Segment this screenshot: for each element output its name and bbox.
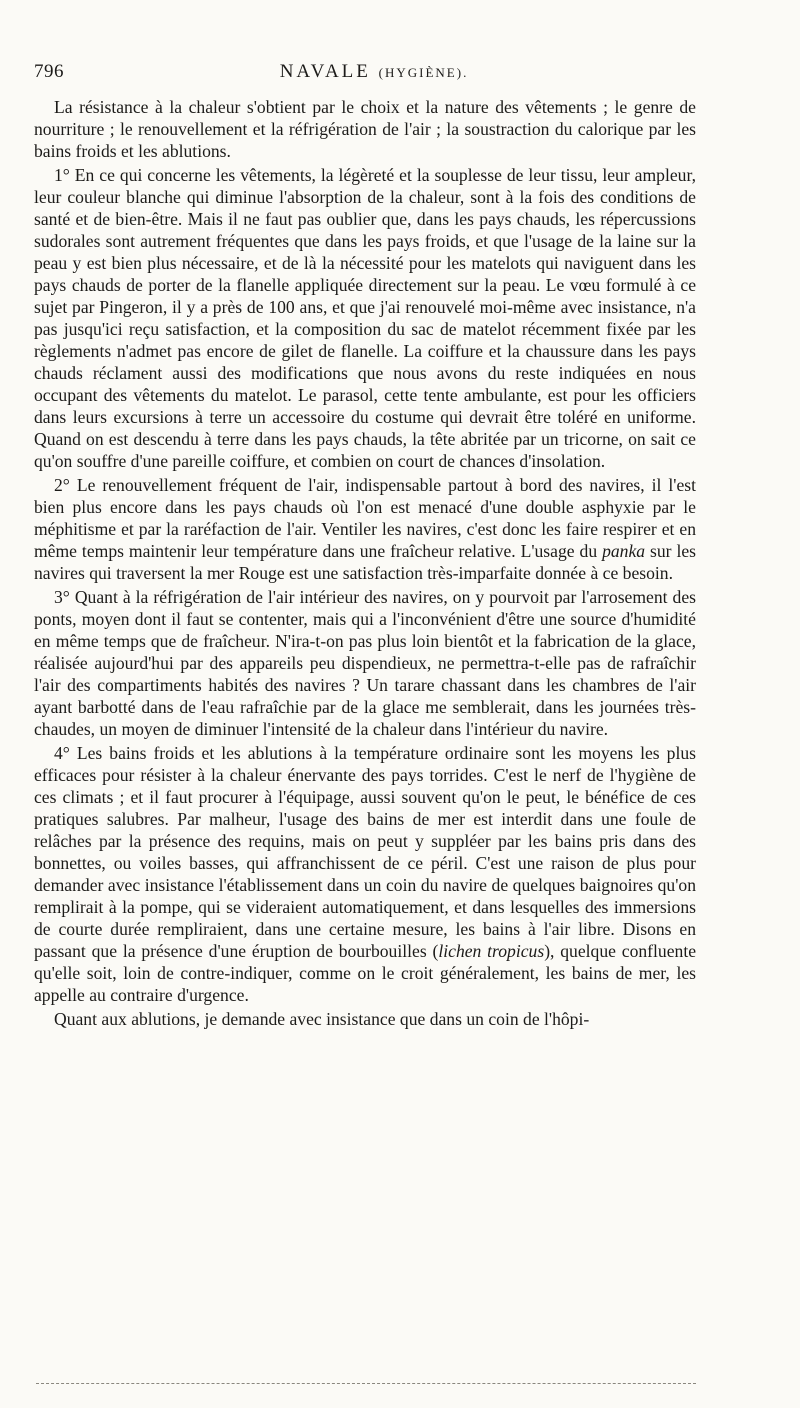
paragraph-ablutions: Quant aux ablutions, je demande avec insistance que dans un coin de l'hôpi- — [54, 1009, 590, 1029]
page-header — [34, 61, 714, 91]
paragraph-vetements: 1° En ce qui concerne les vêtements, la légèreté et la souplesse de leur tissu, leur ampleur, leur couleur blanche qui diminue l'absorption de la chaleur, sont à la fois des conditions de santé et de bien-être. Mais il ne faut pas oublier que, dans les pays chauds, les répercussions sudorales sont autrement fréquentes que dans les pays froids, et que l'usage de la laine sur la peau y est bien plus nécessaire, et de là la nécessité pour les matelots qui naviguent dans les pays chauds de porter de la flanelle appliquée directement sur la peau. Le vœu formulé à ce sujet par Pingeron, il y a près de 100 ans, et que j'ai renouvelé moi-même avec insistance, n'a pas jusqu'ici reçu satisfaction, et la composition du sac de matelot récemment fixée par les règlements n'admet pas encore de gilet de flanelle. La coiffure et la chaussure dans les pays chauds réclament aussi des modifications que nous avons du reste indiquées en nous occupant des vêtements du matelot. Le parasol, cette tente ambulante, est pour les officiers dans leurs excursions à terre un accessoire du costume qui devrait être toléré en uniforme. Quand on est descendu à terre dans les pays chauds, la tête abritée par un tricorne, on sait ce qu'on souffre d'une pareille coiffure, et combien on court de chances d'insolation. — [34, 165, 696, 471]
italic-term: panka — [602, 541, 646, 561]
paragraph-renouvellement-air: 2° Le renouvellement fréquent de l'air, indispensable partout à bord des navires, il l'est bien plus encore dans les pays chauds où l'on est menacé d'une double asphyxie par le méphitisme et par la raréfaction de l'air. Ventiler les navires, c'est donc les faire respirer et en même temps maintenir leur température dans une fraîcheur relative. L'usage du panka sur les navires qui traversent la mer Rouge est une satisfaction très-imparfaite donnée à ce besoin. — [34, 475, 697, 583]
page-number: 796 — [34, 61, 64, 82]
paragraph-intro: La résistance à la chaleur s'obtient par le choix et la nature des vêtements ; le genre de nourriture ; le renouvellement et la réfrigération de l'air ; la soustraction du calorique par les bains froids et les ablutions. — [34, 97, 696, 161]
running-title-main: NAVALE — [279, 61, 371, 82]
body-text — [34, 96, 696, 1032]
bottom-dashed-rule — [36, 1383, 696, 1384]
paragraph-bains-froids: 4° Les bains froids et les ablutions à la température ordinaire sont les moyens les plus efficaces pour résister à la chaleur énervante des pays torrides. C'est le nerf de l'hygiène de ces climats ; et il faut procurer à l'équipage, aussi souvent qu'on le peut, le bénéfice de ces pratiques salubres. Par malheur, l'usage des bains de mer est interdit dans une foule de relâches par la présence des requins, mais on peut y suppléer par les bains pris dans des bonnettes, ou voiles basses, qui affranchissent de ce péril. C'est une raison de plus pour demander avec insistance l'établissement dans un coin du navire de quelques baignoires qu'on remplirait à la pompe, qui se videraient automatiquement, et dans lesquelles des immersions de courte durée rempliraient, dans une certaine mesure, les bains à l'air libre. Disons en passant que la présence d'une éruption de bourbouilles (lichen tropicus), quelque confluente qu'elle soit, loin de contre-indiquer, comme on le croit généralement, les bains de mer, les appelle au contraire d'urgence. — [34, 743, 697, 1005]
running-title — [34, 61, 714, 83]
paragraph-refrigeration: 3° Quant à la réfrigération de l'air intérieur des navires, on y pourvoit par l'arrosement des ponts, moyen dont il faut se contenter, mais qui a l'inconvénient d'être une source d'humidité en même temps que de fraîcheur. N'ira-t-on pas plus loin bientôt et la fabrication de la glace, réalisée aujourd'hui par des appareils peu dispendieux, ne permettra-t-elle pas de rafraîchir l'air des compartiments habités des navires ? Un tarare chassant dans les chambres de l'air ayant barbotté dans de l'eau rafraîchie par de la glace me semblerait, dans les journées très-chaudes, un moyen de diminuer l'intensité de la chaleur dans l'intérieur du navire. — [34, 587, 696, 739]
italic-term: lichen tropicus — [438, 941, 545, 961]
running-title-sub: (HYGIÈNE). — [378, 65, 469, 80]
